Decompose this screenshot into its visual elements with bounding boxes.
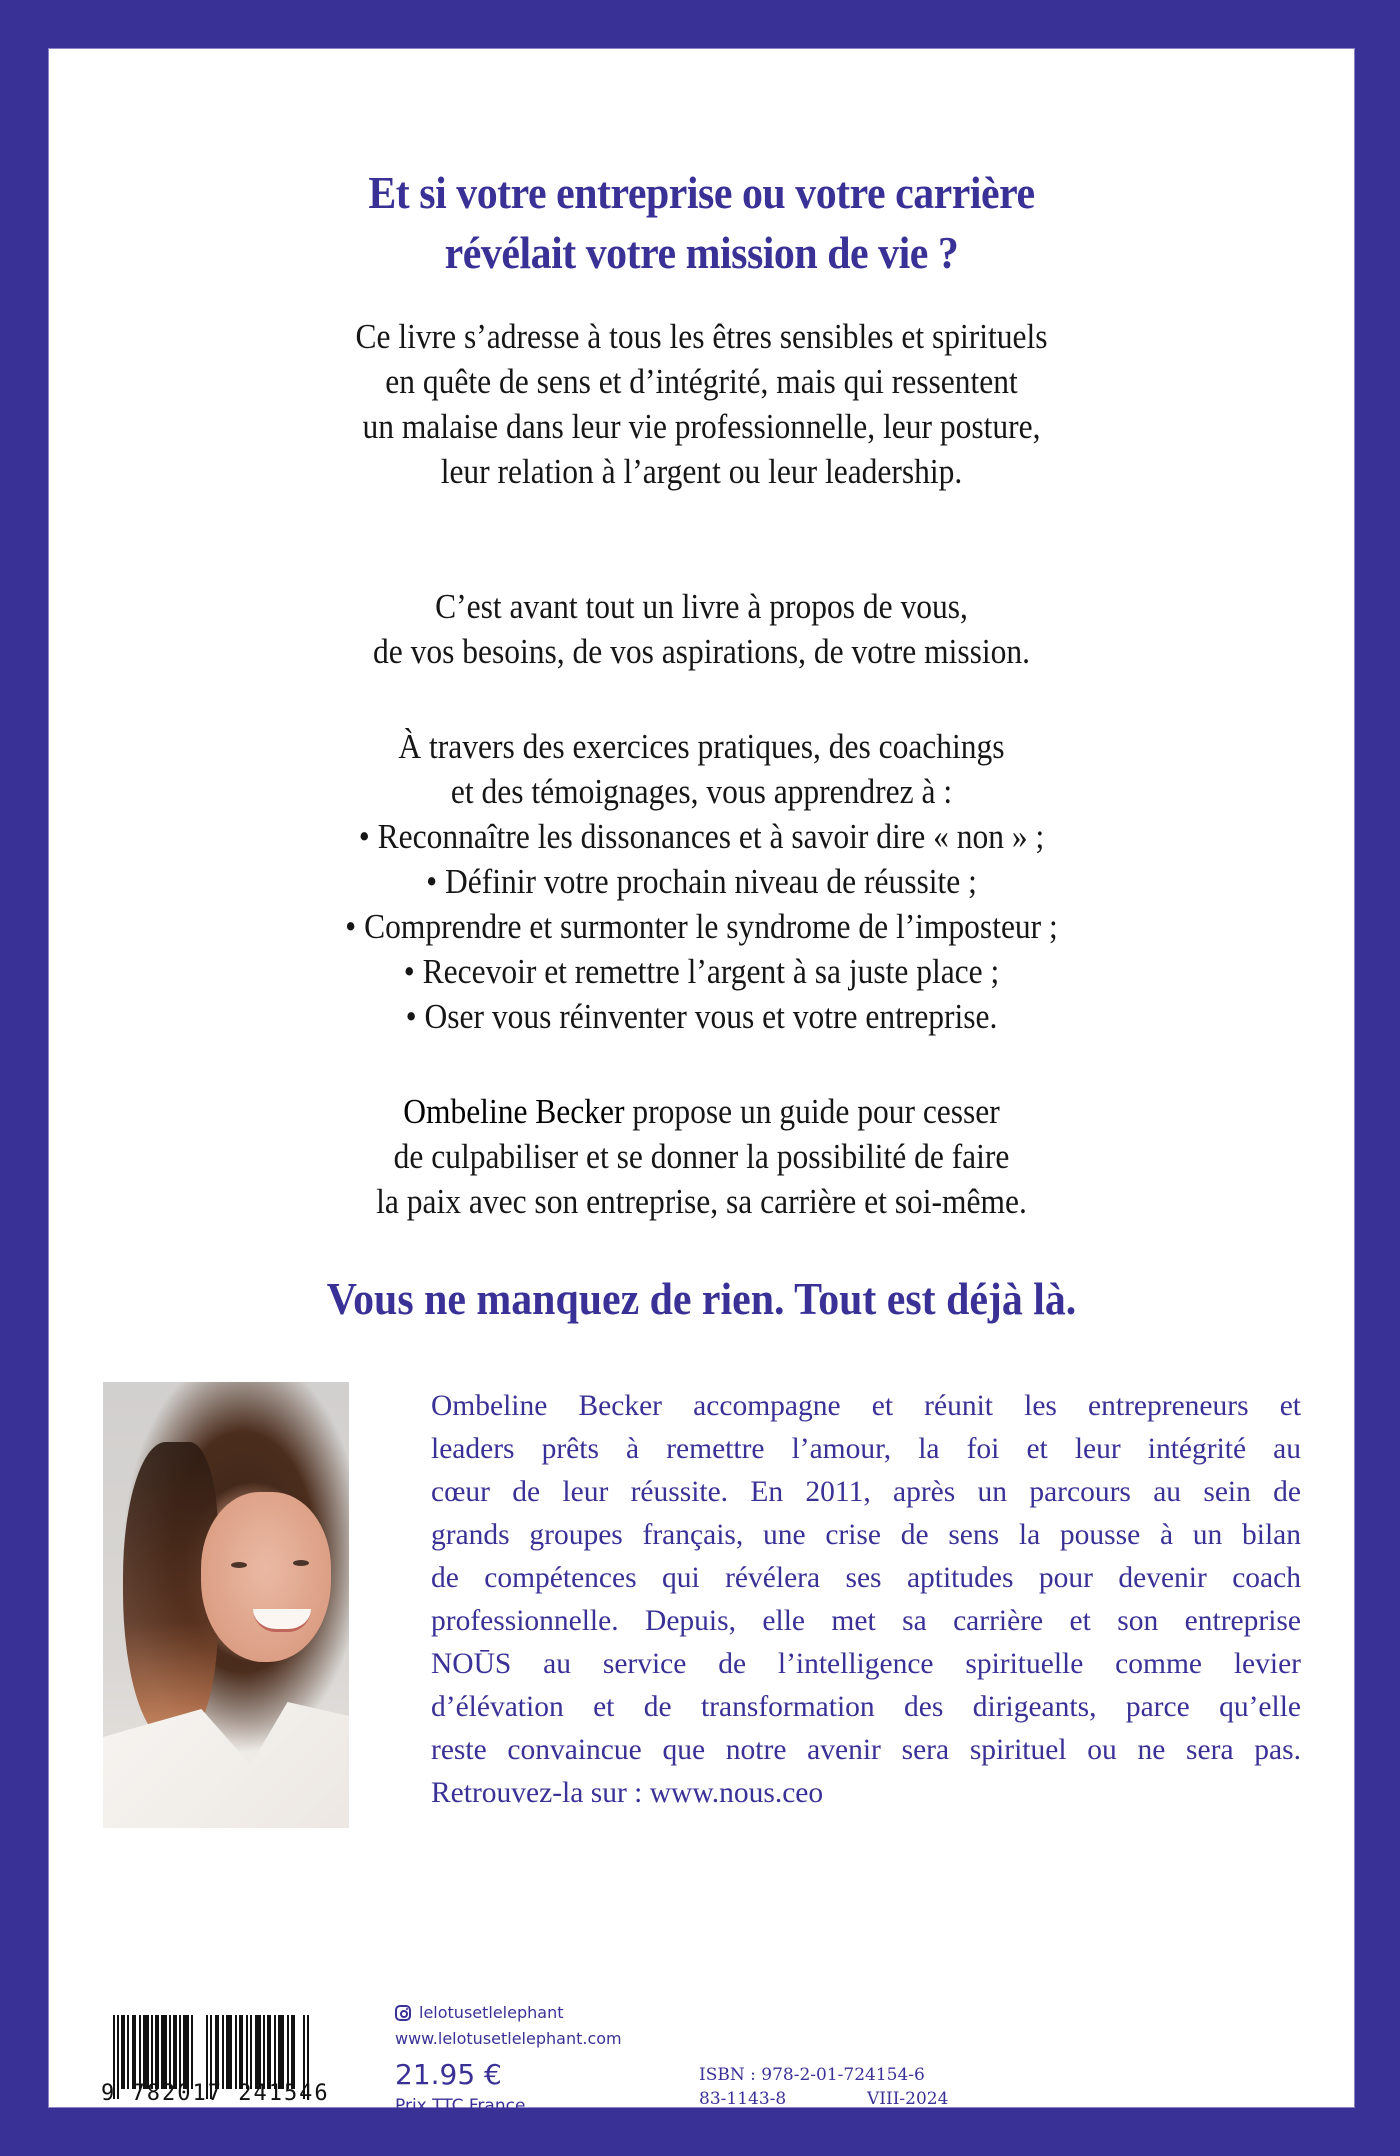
guide-line <box>114 1089 1289 1134</box>
website-link[interactable] <box>395 2026 622 2052</box>
price: 21.95 € <box>395 2058 502 2091</box>
bullet-item: • Recevoir et remettre l’argent à sa juste place ; <box>403 952 1000 991</box>
instagram-icon <box>395 2005 411 2021</box>
edition-date: VIII-2024 <box>867 2089 949 2109</box>
bio-line: NOŪS au service de l’intelligence spirituelle comme levier <box>431 1648 1301 1680</box>
headline-line-2: révélait votre mission de vie ? <box>444 228 959 278</box>
photo-eye <box>293 1560 309 1566</box>
photo-eye <box>231 1562 247 1568</box>
intro-line: leur relation à l’argent ou leur leadership. <box>440 452 963 491</box>
bio-text: accompagne et réunit les entrepreneurs et <box>662 1390 1301 1422</box>
guide-paragraph <box>114 1089 1289 1224</box>
learn-line: À travers des exercices pratiques, des coachings <box>398 727 1005 766</box>
about-line: C’est avant tout un livre à propos de vous, <box>435 587 968 626</box>
author-photo <box>103 1382 349 1828</box>
bullet-item: • Définir votre prochain niveau de réussite ; <box>426 862 977 901</box>
price-note: Prix TTC France <box>395 2096 526 2116</box>
photo-face <box>201 1492 331 1662</box>
publisher-info <box>395 2000 622 2118</box>
learn-line: et des témoignages, vous apprendrez à : <box>450 772 953 811</box>
photo-jacket <box>103 1702 349 1828</box>
about-paragraph <box>114 584 1289 674</box>
website-url: www.lelotusetlelephant.com <box>395 2029 622 2048</box>
back-cover <box>49 49 1354 2116</box>
guide-line: de culpabiliser et se donner la possibilité de faire <box>393 1137 1010 1176</box>
bio-author-name: Ombeline Becker <box>431 1390 663 1422</box>
internal-code: 83-1143-8 <box>699 2089 787 2109</box>
tagline: Vous ne manquez de rien. Tout est déjà là. <box>326 1274 1077 1324</box>
bio-line: professionnelle. Depuis, elle met sa carrière et son entreprise <box>431 1605 1301 1637</box>
bio-line: d’élévation et de transformation des dirigeants, parce qu’elle <box>431 1691 1301 1723</box>
author-bio <box>431 1385 1301 1815</box>
barcode-number: 9 782017 241546 <box>101 2081 330 2106</box>
intro-line: en quête de sens et d’intégrité, mais qui ressentent <box>385 362 1018 401</box>
bio-line: cœur de leur réussite. En 2011, après un parcours au sein de <box>431 1476 1301 1508</box>
bullet-item: • Oser vous réinventer vous et votre entreprise. <box>405 997 998 1036</box>
bio-line <box>431 1385 1301 1428</box>
intro-paragraph <box>114 314 1289 494</box>
isbn: ISBN : 978-2-01-724154-6 <box>699 2065 925 2085</box>
bio-line: de compétences qui révélera ses aptitudes pour devenir coach <box>431 1562 1301 1594</box>
bullet-item: • Reconnaître les dissonances et à savoir dire « non » ; <box>358 817 1045 856</box>
bio-line: grands groupes français, une crise de sens la pousse à un bilan <box>431 1519 1301 1551</box>
instagram-link[interactable] <box>395 2000 622 2026</box>
about-line: de vos besoins, de vos aspirations, de votre mission. <box>372 632 1031 671</box>
bio-line: Retrouvez-la sur : www.nous.ceo <box>431 1777 824 1809</box>
instagram-handle: lelotusetlelephant <box>419 2003 564 2022</box>
bullet-item: • Comprendre et surmonter le syndrome de l’imposteur ; <box>345 907 1058 946</box>
intro-line: Ce livre s’adresse à tous les êtres sensibles et spirituels <box>355 317 1048 356</box>
guide-line: la paix avec son entreprise, sa carrière et soi-même. <box>376 1182 1027 1221</box>
bio-line: reste convaincue que notre avenir sera spirituel ou ne sera pas. <box>431 1734 1301 1766</box>
guide-text: propose un guide pour cesser <box>624 1092 1000 1131</box>
headline <box>95 163 1309 283</box>
author-name: Ombeline Becker <box>403 1092 625 1131</box>
isbn-block <box>699 2063 948 2111</box>
learn-paragraph <box>114 724 1289 1039</box>
bio-line: leaders prêts à remettre l’amour, la foi et leur intégrité au <box>431 1433 1301 1465</box>
headline-line-1: Et si votre entreprise ou votre carrière <box>368 168 1035 218</box>
intro-line: un malaise dans leur vie professionnelle, leur posture, <box>362 407 1041 446</box>
